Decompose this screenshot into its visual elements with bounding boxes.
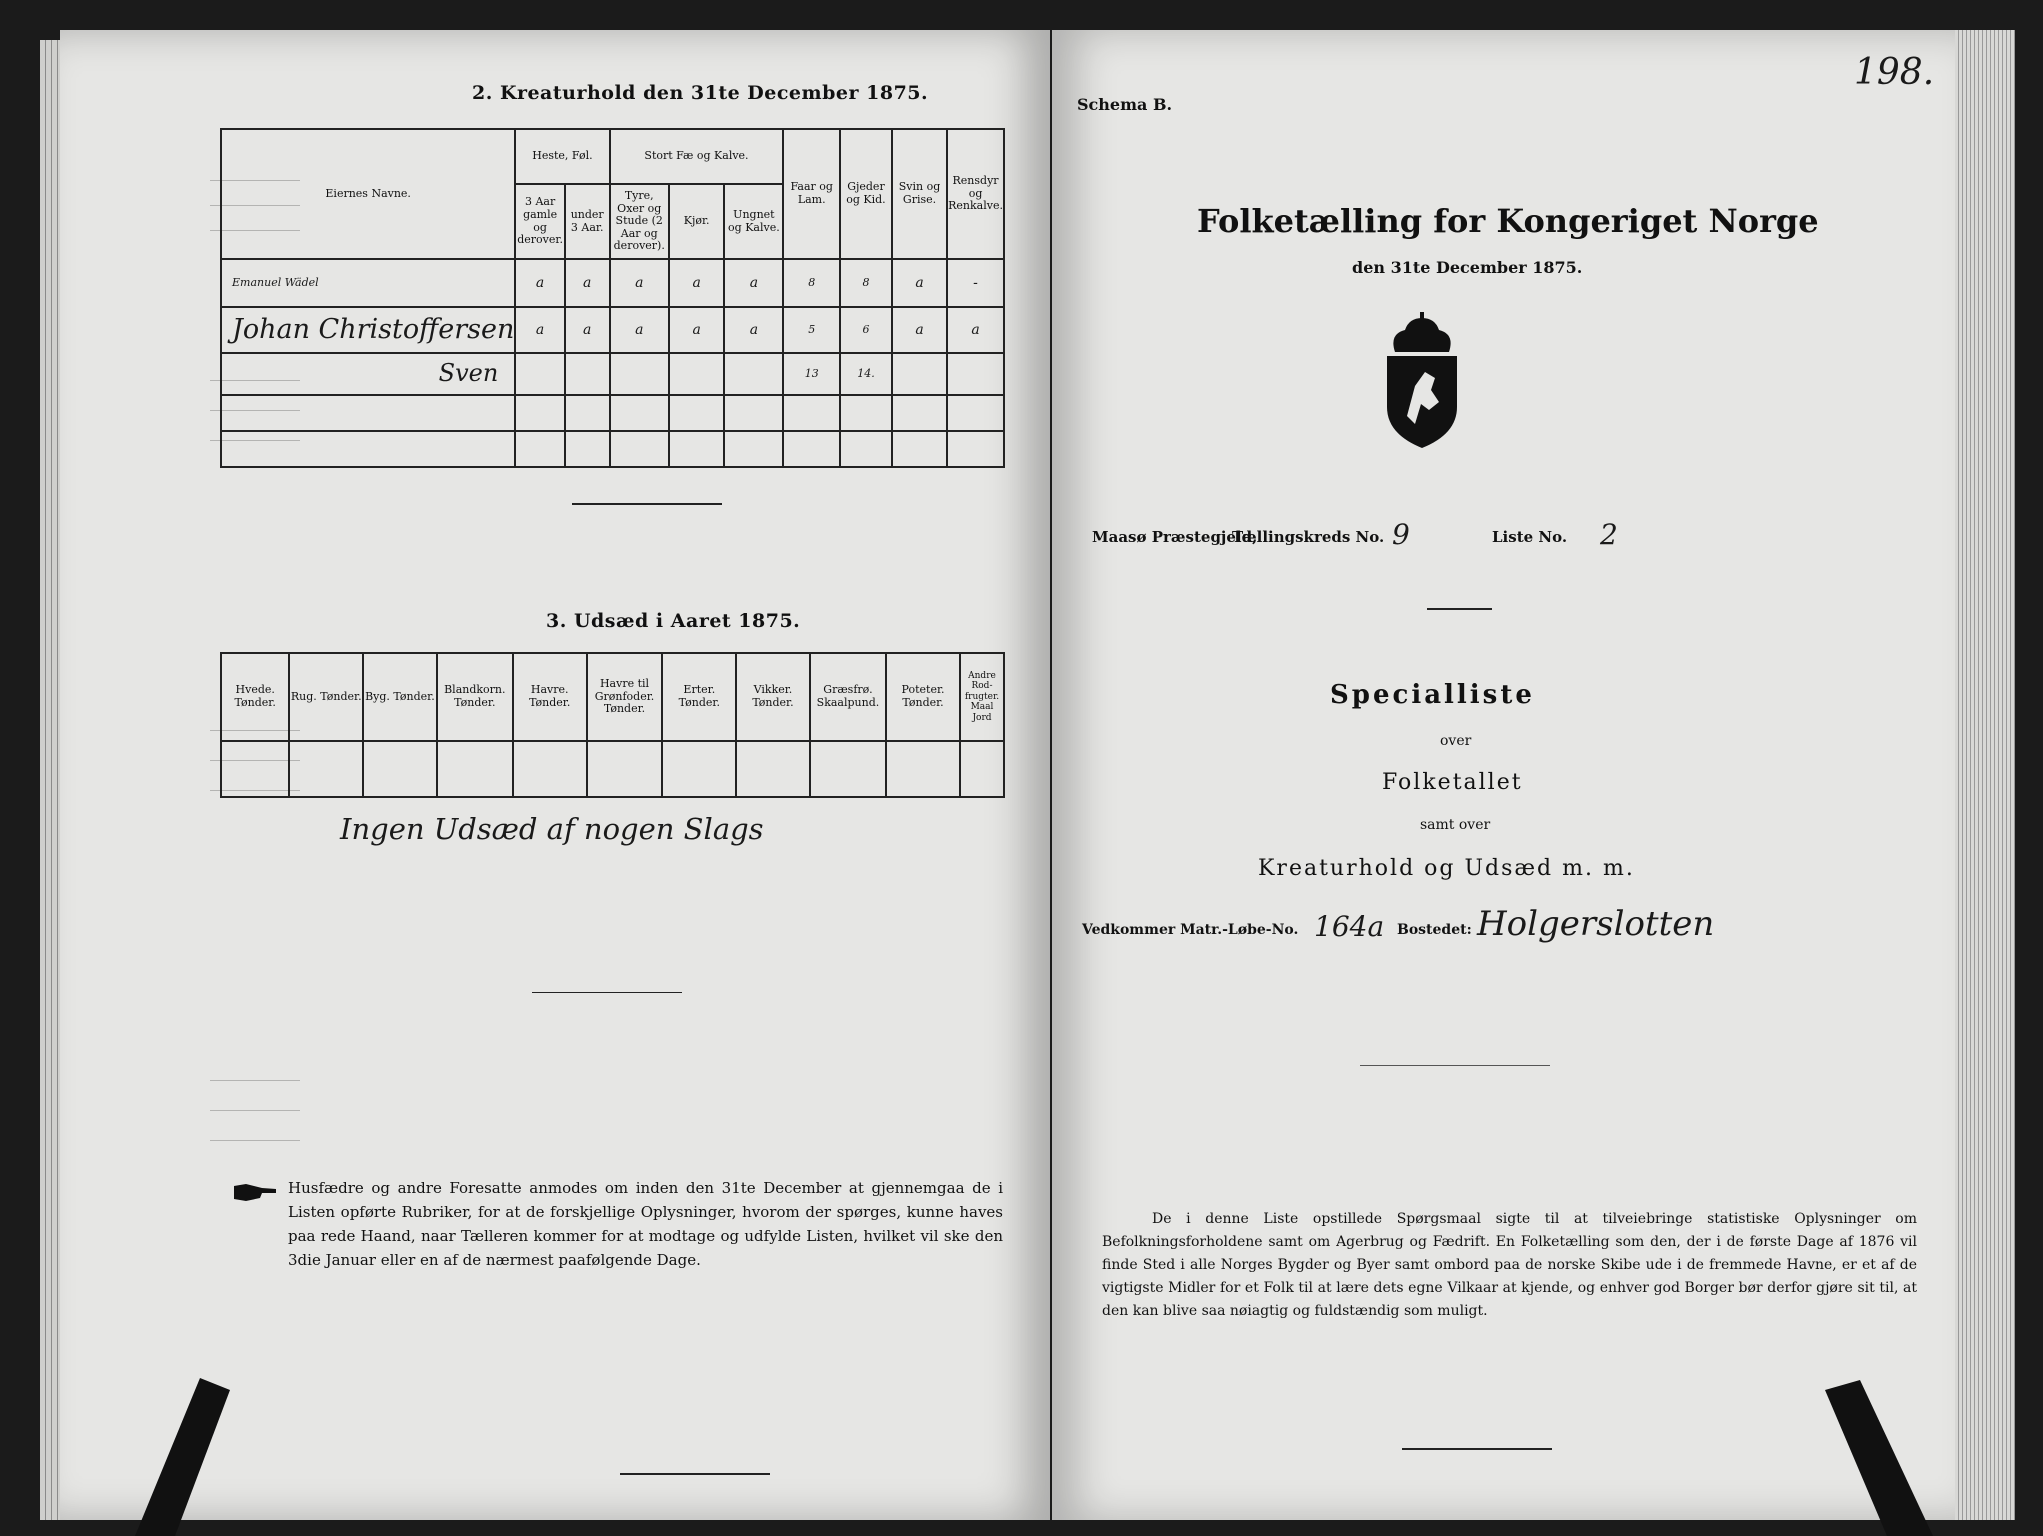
liste-label: Liste No. (1492, 528, 1568, 546)
crop-header: Hvede. Tønder. (221, 653, 289, 741)
heste-old-header: 3 Aar gamle og derover. (515, 184, 565, 259)
kjor-header: Kjør. (669, 184, 724, 259)
cell-heste-young: a (565, 259, 610, 307)
bosted-value: Holgerslotten (1477, 904, 1715, 944)
cell-kjor: a (669, 259, 724, 307)
table-row (221, 353, 1004, 395)
crop-header: Andre Rod-frugter. Maal Jord (960, 653, 1004, 741)
over-label: over (1440, 733, 1472, 749)
right-page-edges (1955, 30, 2015, 1520)
owner-name: Emanuel Wädel (221, 259, 515, 307)
info-text: De i denne Liste opstillede Spørgsmaal sigte til at tilveiebringe statistiske Oplysninger om Befolkningsforholdene samt om Agerbrug og Fædrift. En Folketælling som den, der i de første Dage af 1876 vil finde Sted i alle Norges Bygder og Byer samt ombord paa de norske Skibe ude i de fremmede Havne, er et af de vigtigste Midler for et Folk til at lære dets egne Vilkaar at kjende, og enhver god Borger bør derfor gjøre sit til, at den kan blive saa nøiagtig og fuldstændig som muligt. (1102, 1211, 1917, 1319)
page-number: 198. (1854, 52, 1935, 93)
crop-header: Havre. Tønder. (513, 653, 587, 741)
crop-header: Byg. Tønder. (363, 653, 437, 741)
cell-rensdyr: a (947, 307, 1004, 353)
crop-header: Vikker. Tønder. (736, 653, 810, 741)
bosted-label: Bostedet: (1397, 922, 1472, 938)
udsaed-note: Ingen Udsæd af nogen Slags (340, 812, 764, 846)
divider (572, 503, 722, 505)
divider (1402, 1448, 1552, 1450)
cell-svin: a (892, 259, 947, 307)
census-date: den 31te December 1875. (1352, 258, 1583, 277)
owner-name-continued: Sven (221, 353, 515, 395)
section2-title: 2. Kreaturhold den 31te December 1875. (472, 82, 929, 104)
cell-rensdyr: - (947, 259, 1004, 307)
crop-header: Rug. Tønder. (289, 653, 363, 741)
divider (620, 1473, 770, 1475)
crop-header: Erter. Tønder. (662, 653, 736, 741)
heste-header: Heste, Føl. (515, 129, 609, 184)
faar-header: Faar og Lam. (783, 129, 840, 259)
specialliste-heading: Specialliste (1330, 680, 1535, 710)
right-page (1052, 30, 1957, 1520)
divider (1427, 608, 1492, 610)
stort-fae-header: Stort Fæ og Kalve. (610, 129, 784, 184)
cell-gjeder-total: 14. (840, 353, 892, 395)
kreaturhold-heading: Kreaturhold og Udsæd m. m. (1258, 856, 1635, 881)
norway-coat-of-arms-icon (1377, 312, 1467, 452)
cell-gjeder: 8 (840, 259, 892, 307)
folketallet-heading: Folketallet (1382, 770, 1523, 795)
clamp-right (1815, 1380, 1955, 1536)
kreds-value: 9 (1392, 518, 1410, 551)
gjeder-header: Gjeder og Kid. (840, 129, 892, 259)
notice-text: Husfædre og andre Foresatte anmodes om inden den 31te December at gjennemgaa de i Listen opførte Rubriker, for at de forskjellige Oplysninger, hvorom der spørges, kunne haves paa rede Haand, naar Tælleren kommer for at modtage og udfylde Listen, hvilket vil ske den 3die Januar eller en af de nærmest paafølgende Dage. (288, 1179, 1003, 1269)
cell-heste-old: a (515, 259, 565, 307)
cell-faar-total: 13 (783, 353, 840, 395)
cell-ungnet: a (724, 307, 783, 353)
kreaturhold-table (220, 128, 1005, 468)
cell-svin: a (892, 307, 947, 353)
schema-label: Schema B. (1077, 95, 1173, 114)
pointing-hand-icon (232, 1180, 278, 1204)
cell-kjor: a (669, 307, 724, 353)
cell-ungnet: a (724, 259, 783, 307)
matr-value: 164a (1314, 910, 1385, 943)
svin-header: Svin og Grise. (892, 129, 947, 259)
owner-header: Eiernes Navne. (221, 129, 515, 259)
crop-header: Poteter. Tønder. (886, 653, 960, 741)
table-row (221, 307, 1004, 353)
tyre-header: Tyre, Oxer og Stude (2 Aar og derover). (610, 184, 669, 259)
cell-gjeder: 6 (840, 307, 892, 353)
cell-faar: 8 (783, 259, 840, 307)
samt-over-label: samt over (1420, 817, 1491, 833)
heste-young-header: under 3 Aar. (565, 184, 610, 259)
matr-label: Vedkommer Matr.-Løbe-No. (1082, 922, 1299, 938)
ungnet-header: Ungnet og Kalve. (724, 184, 783, 259)
cell-heste-young: a (565, 307, 610, 353)
kreds-label: Tællingskreds No. (1232, 528, 1385, 546)
clamp-left (130, 1378, 270, 1536)
prestegjeld-label: Maasø Præstegjeld, (1092, 528, 1258, 546)
left-page (60, 30, 1050, 1520)
cell-tyre: a (610, 307, 669, 353)
crop-header: Havre til Grønfoder. Tønder. (587, 653, 663, 741)
divider (532, 992, 682, 993)
udsaed-table (220, 652, 1005, 798)
table-row (221, 259, 1004, 307)
rensdyr-header: Rensdyr og Renkalve. (947, 129, 1004, 259)
cell-faar: 5 (783, 307, 840, 353)
section3-title: 3. Udsæd i Aaret 1875. (546, 610, 801, 632)
cell-tyre: a (610, 259, 669, 307)
owner-name: Johan Christoffersen (221, 307, 515, 353)
page-title: Folketælling for Kongeriget Norge (1197, 202, 1819, 240)
liste-value: 2 (1600, 518, 1618, 551)
crop-header: Græsfrø. Skaalpund. (810, 653, 886, 741)
divider (1360, 1065, 1550, 1066)
crop-header: Blandkorn. Tønder. (437, 653, 513, 741)
cell-heste-old: a (515, 307, 565, 353)
